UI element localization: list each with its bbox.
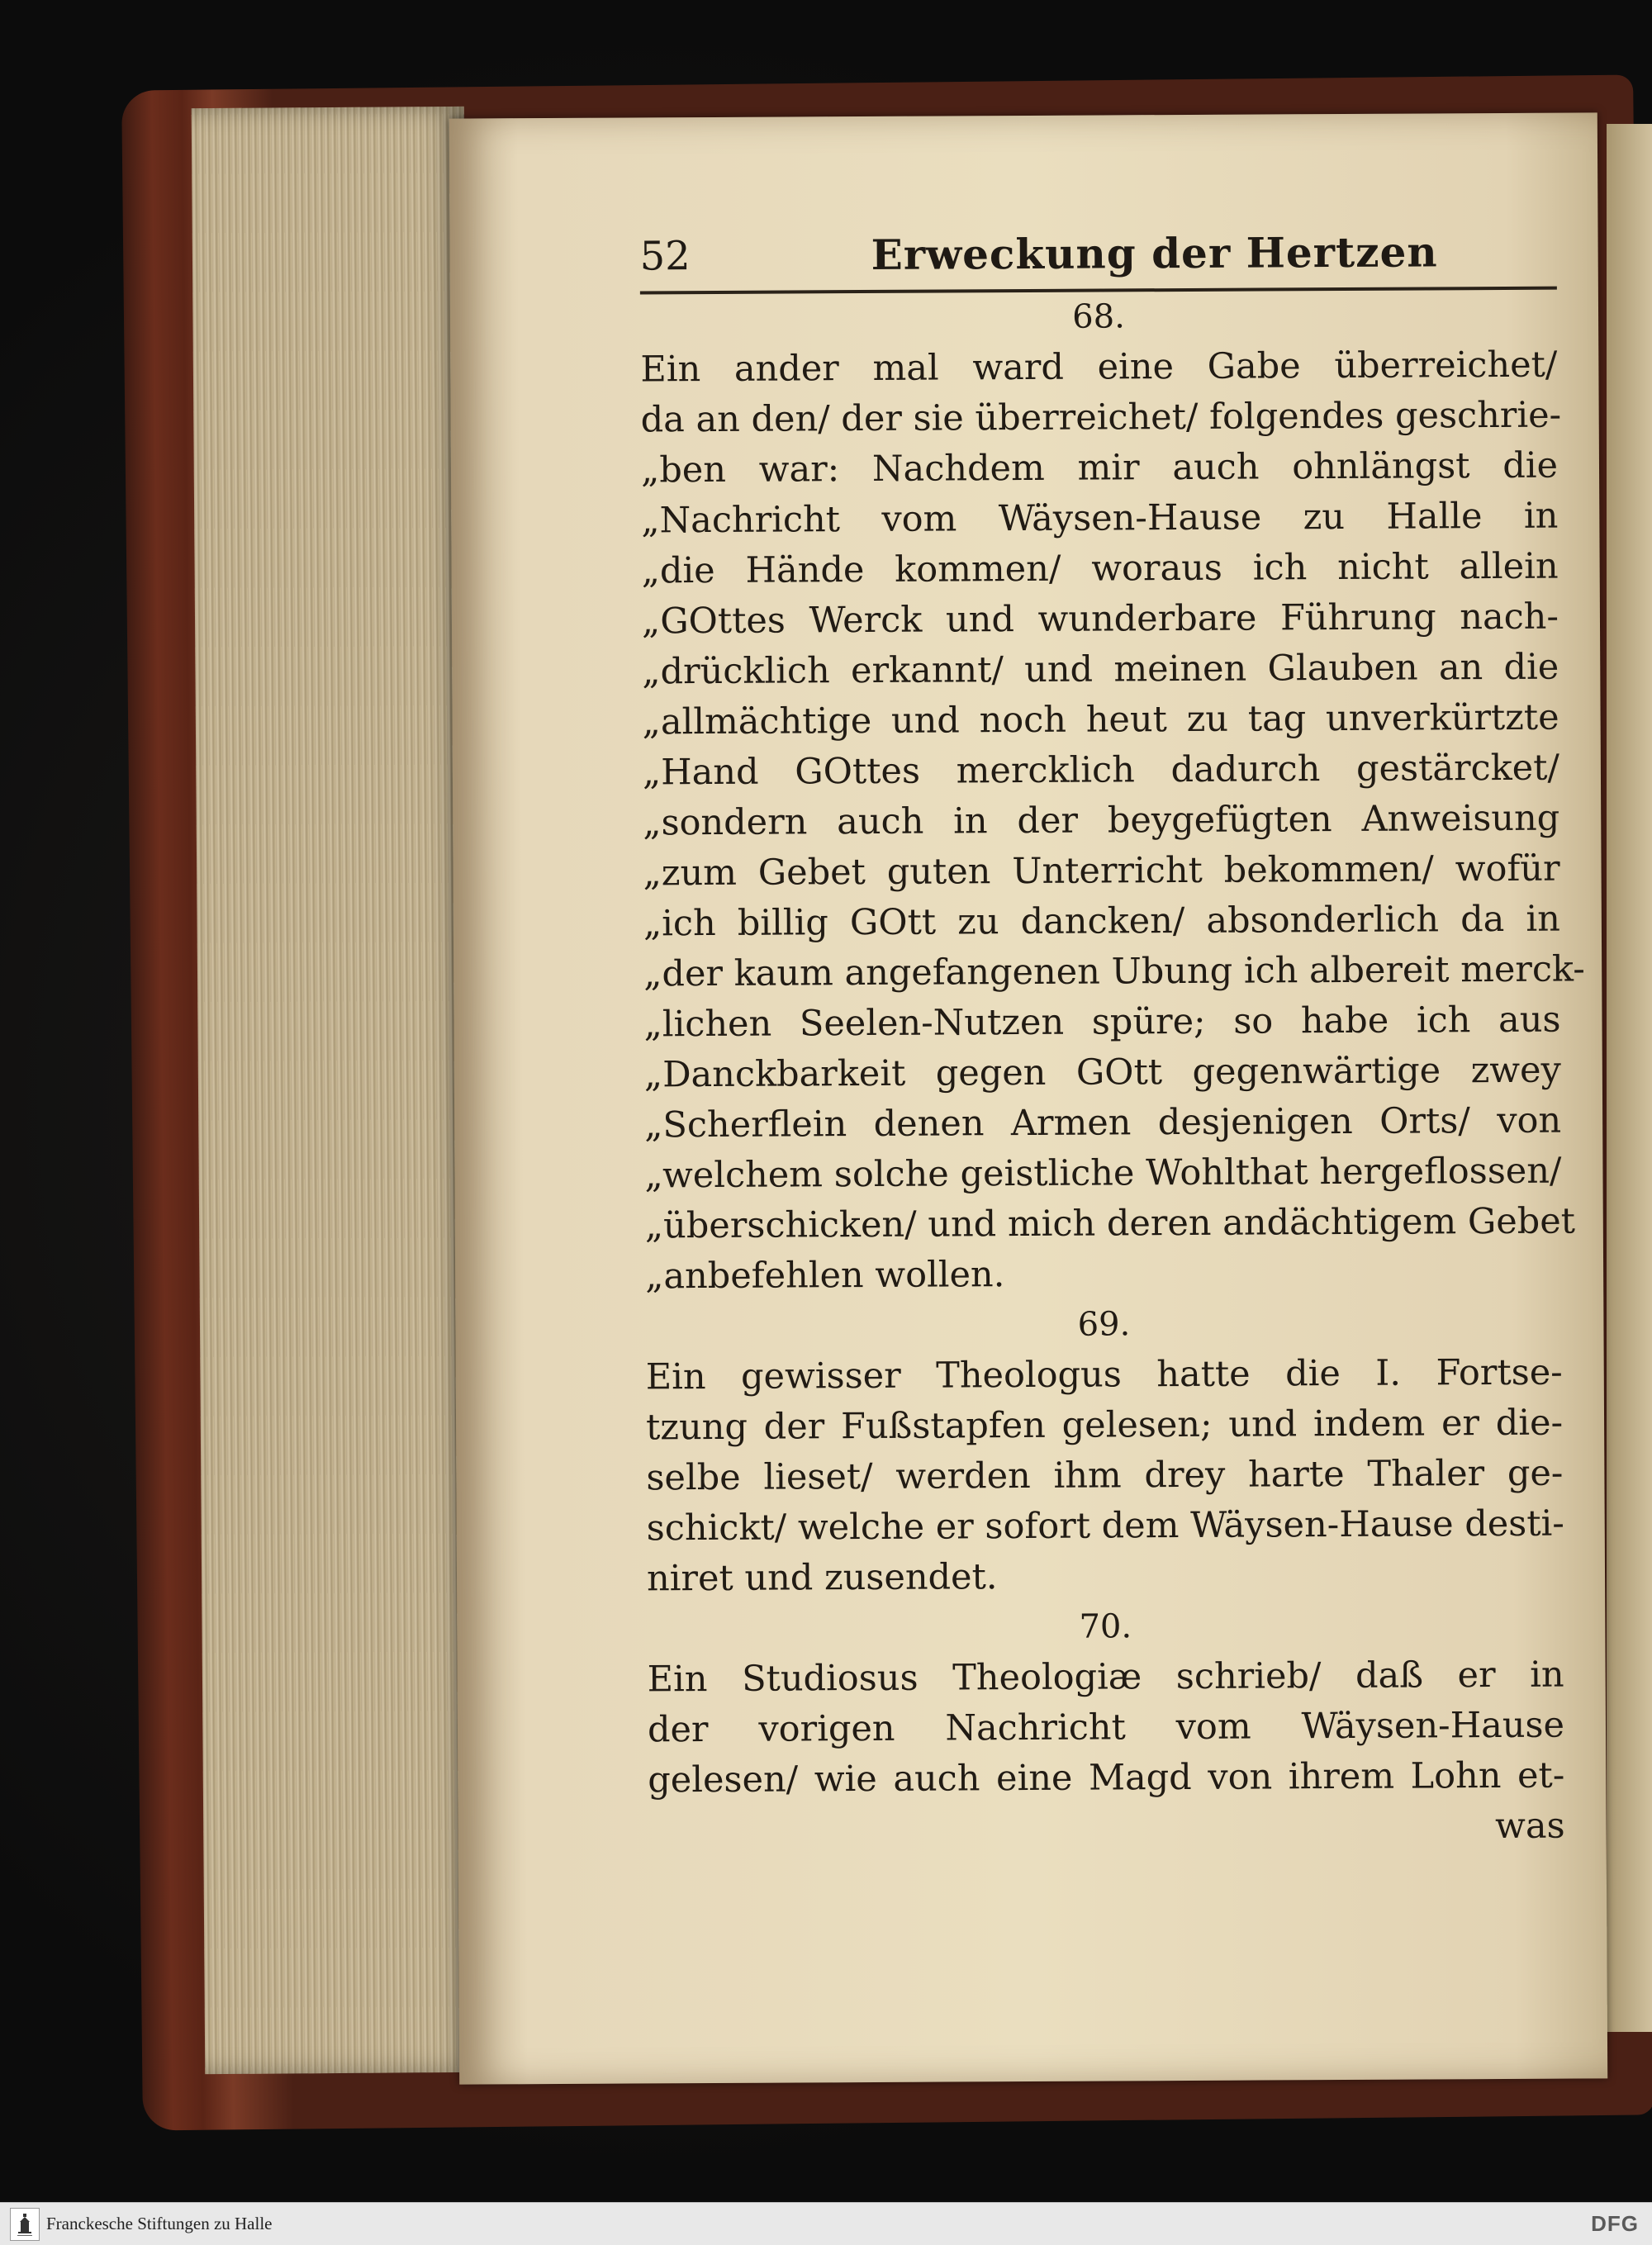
text-line: tzung der Fußstapfen gelesen; und indem er die- (645, 1402, 1564, 1449)
section-number: 70. (1079, 1607, 1132, 1646)
text-line: „anbefehlen wollen. (644, 1254, 1005, 1298)
text-line: der vorigen Nachricht vom Wäysen-Hause (647, 1704, 1565, 1751)
text-line: „Scherflein denen Armen desjenigen Orts/ von (644, 1099, 1562, 1146)
page-number: 52 (639, 233, 691, 280)
text-line: schickt/ welche er sofort dem Wäysen-Hause desti- (646, 1502, 1564, 1550)
text-line: „zum Gebet guten Unterricht bekommen/ wofür (643, 847, 1560, 895)
text-line: da an den/ der sie überreichet/ folgendes geschrie- (640, 394, 1562, 441)
text-line: „lichen Seelen-Nutzen spüre; so habe ich aus (643, 999, 1561, 1046)
text-line: „Danckbarkeit gegen GOtt gegenwärtige zwey (643, 1049, 1561, 1096)
text-line: „sondern auch in der beygefügten Anweisung (643, 797, 1560, 844)
text-line: „Hand GOttes mercklich dadurch gestärcket/ (642, 747, 1560, 794)
text-line: niret und zusendet. (646, 1556, 998, 1600)
text-line: „welchem solche geistliche Wohlthat hergeflossen/ (644, 1150, 1562, 1197)
section-number: 69. (1077, 1305, 1131, 1344)
page-body (640, 290, 1585, 1857)
text-line: „drücklich erkannt/ und meinen Glauben an die (642, 646, 1559, 693)
text-line: „ich billig GOtt zu dancken/ absonderlich da in (643, 898, 1561, 945)
institution-label: Franckesche Stiftungen zu Halle (46, 2214, 273, 2233)
catchword: was (1494, 1805, 1565, 1848)
text-line: Ein ander mal ward eine Gabe überreichet/ (640, 344, 1558, 391)
institution-logo-icon (10, 2208, 40, 2241)
page-header (639, 221, 1556, 283)
dfg-logo: DFG (1591, 2211, 1639, 2236)
facing-page-edge (1607, 124, 1652, 2032)
text-line: „überschicken/ und mich deren andächtigem Gebet (644, 1200, 1576, 1247)
text-line: „ben war: Nachdem mir auch ohnlängst die (640, 444, 1559, 491)
text-line: „Nachricht vom Wäysen-Hause zu Halle in (641, 495, 1559, 542)
text-line: „die Hände kommen/ woraus ich nicht allein (641, 545, 1559, 592)
book-page (449, 112, 1607, 2084)
viewer-footer (0, 2202, 1652, 2245)
text-line: Ein Studiosus Theologiæ schrieb/ daß er in (647, 1654, 1564, 1701)
text-line: „allmächtige und noch heut zu tag unverkürtzte (642, 696, 1559, 743)
text-line: selbe lieset/ werden ihm drey harte Thaler ge- (646, 1452, 1564, 1499)
text-line: „der kaum angefangenen Ubung ich albereit merck- (643, 948, 1585, 995)
section-number: 68. (1072, 297, 1125, 336)
text-line: „GOttes Werck und wunderbare Führung nach- (641, 596, 1559, 643)
text-line: gelesen/ wie auch eine Magd von ihrem Lohn et- (648, 1754, 1565, 1801)
text-line: Ein gewisser Theologus hatte die I. Fortse- (645, 1351, 1563, 1398)
page-edges (192, 107, 478, 2074)
running-title: Erweckung der Hertzen (871, 227, 1438, 279)
